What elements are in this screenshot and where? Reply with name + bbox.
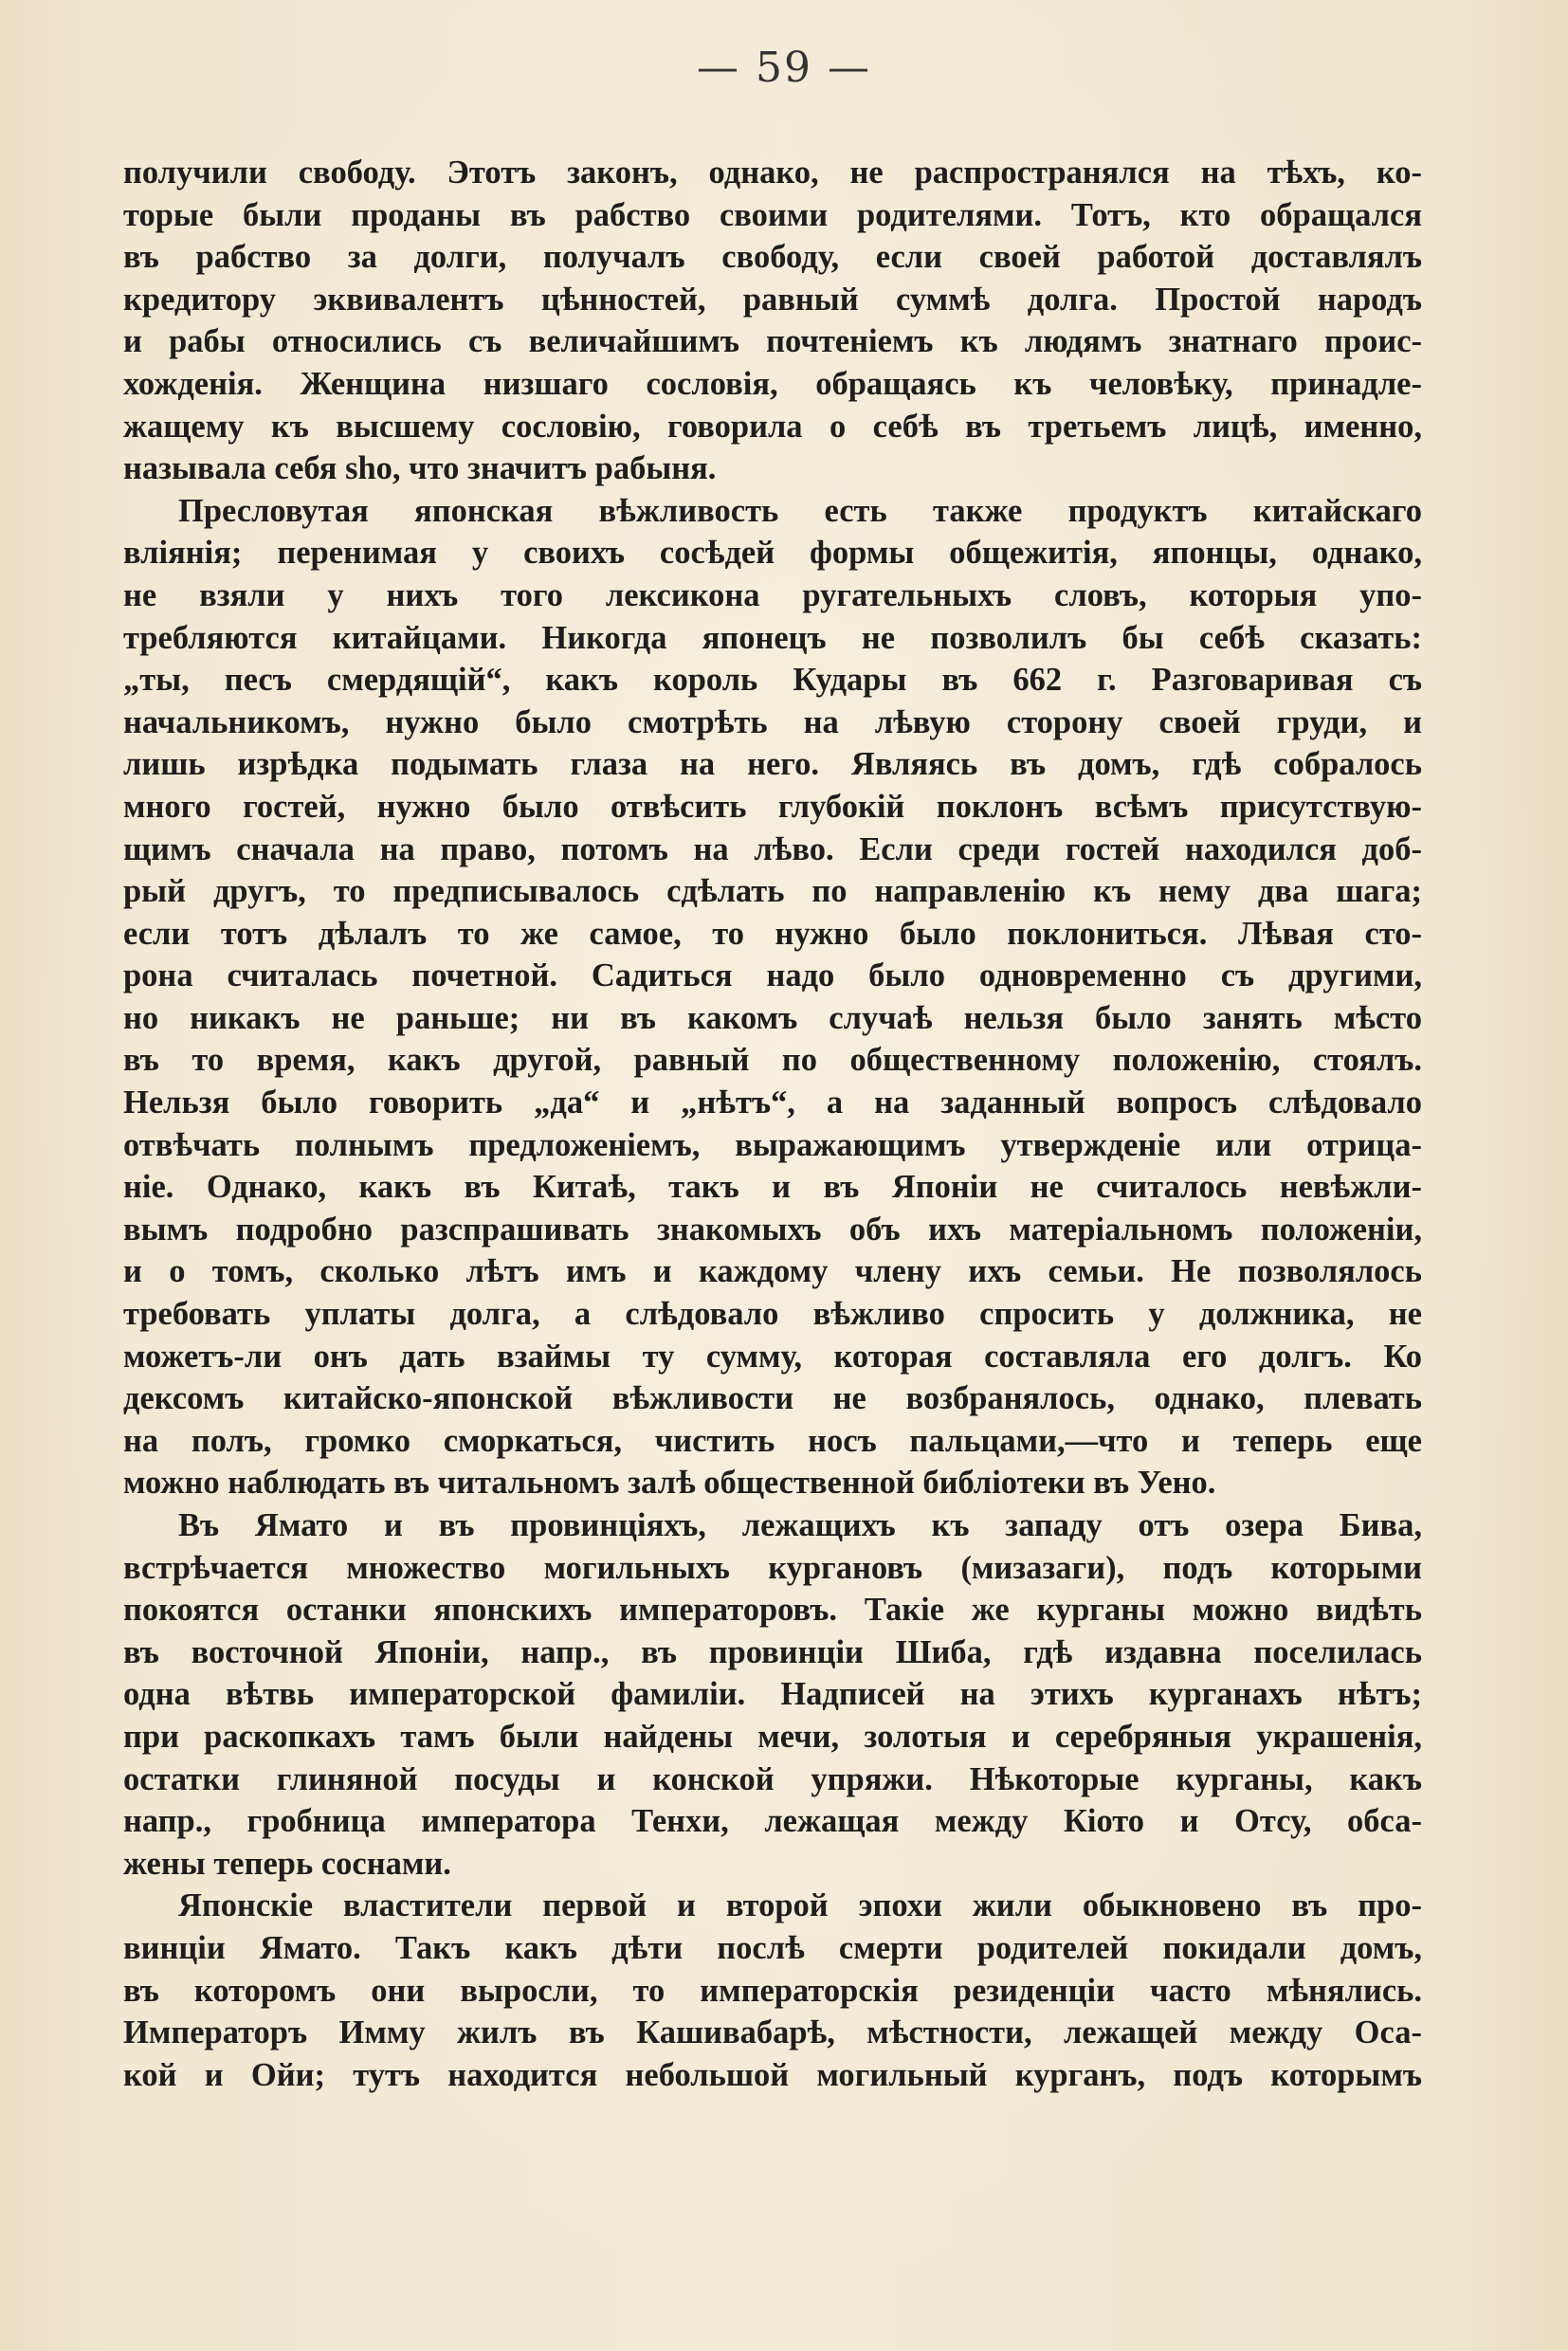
text-line: напр., гробница императора Тенхи, лежащая между Кiото и Отсу, обса- xyxy=(123,1803,1422,1840)
text-line: не взяли у нихъ того лексикона ругательныхъ словъ, которыя упо- xyxy=(123,576,1422,613)
text-line: если тотъ дѣлалъ то же самое, то нужно было поклониться. Лѣвая сто- xyxy=(123,915,1422,952)
text-line: „ты, песъ смердящiй“, какъ король Кудары въ 662 г. Разговаривая съ xyxy=(123,662,1422,699)
text-line: можно наблюдать въ читальномъ залѣ общественной библiотеки въ Уено. xyxy=(123,1465,1216,1502)
text-line: много гостей, нужно было отвѣсить глубокiй поклонъ всѣмъ присутствую- xyxy=(123,788,1422,825)
text-line: требляются китайцами. Никогда японецъ не позволилъ бы себѣ сказать: xyxy=(123,619,1422,656)
paragraph xyxy=(123,1504,1422,1885)
text-line: влiянiя; перенимая у своихъ сосѣдей формы общежитiя, японцы, однако, xyxy=(123,535,1422,572)
text-line: покоятся останки японскихъ императоровъ. Такiе же курганы можно видѣть xyxy=(123,1592,1422,1629)
text-line: Нельзя было говорить „да“ и „нѣтъ“, а на заданный вопросъ слѣдовало xyxy=(123,1084,1422,1121)
text-line: Въ Ямато и въ провинцiяхъ, лежащихъ къ западу отъ озера Бива, xyxy=(178,1507,1422,1543)
text-line: требовать уплаты долга, а слѣдовало вѣжливо спросить у должника, не xyxy=(123,1296,1422,1333)
text-line: одна вѣтвь императорской фамилiи. Надписей на этихъ курганахъ нѣтъ; xyxy=(123,1676,1422,1713)
text-line: хожденiя. Женщина низшаго сословiя, обращаясь къ человѣку, принадле- xyxy=(123,365,1422,402)
text-line: Японскiе властители первой и второй эпохи жили обыкновено въ про- xyxy=(178,1887,1422,1924)
text-line: кредитору эквивалентъ цѣнностей, равный суммѣ долга. Простой народъ xyxy=(123,281,1422,318)
text-line: винцiи Ямато. Такъ какъ дѣти послѣ смерти родителей покидали домъ, xyxy=(123,1929,1422,1966)
text-line: лишь изрѣдка подымать глаза на него. Являясь въ домъ, гдѣ собралось xyxy=(123,746,1422,783)
text-line: и о томъ, сколько лѣтъ имъ и каждому члену ихъ семьи. Не позволялось xyxy=(123,1253,1422,1290)
paragraph xyxy=(123,490,1422,1504)
text-line: можетъ-ли онъ дать взаймы ту сумму, которая составляла его долгъ. Ко xyxy=(123,1338,1422,1375)
text-line: щимъ сначала на право, потомъ на лѣво. Если среди гостей находился доб- xyxy=(123,830,1422,867)
text-line: начальникомъ, нужно было смотрѣть на лѣвую сторону своей груди, и xyxy=(123,703,1422,740)
page-number: — 59 — xyxy=(697,44,871,92)
text-line: получили свободу. Этотъ законъ, однако, не распространялся на тѣхъ, ко- xyxy=(123,155,1422,191)
text-line: кой и Ойи; тутъ находится небольшой могильный курганъ, подъ которымъ xyxy=(123,2056,1422,2093)
text-line: Пресловутая японская вѣжливость есть также продуктъ китайскаго xyxy=(178,492,1422,529)
text-line: но никакъ не раньше; ни въ какомъ случаѣ нельзя было занять мѣсто xyxy=(123,999,1422,1036)
paragraph xyxy=(123,1885,1422,2096)
text-line: на полъ, громко сморкаться, чистить носъ пальцами,—что и теперь еще xyxy=(123,1422,1422,1459)
text-line: рый другъ, то предписывалось сдѣлать по направленiю къ нему два шага; xyxy=(123,873,1422,910)
text-line: въ которомъ они выросли, то императорскiя резиденцiи часто мѣнялись. xyxy=(123,1972,1422,2009)
text-line: рона считалась почетной. Садиться надо было одновременно съ другими, xyxy=(123,957,1422,994)
text-line: въ восточной Японiи, напр., въ провинцiи Шиба, гдѣ издавна поселилась xyxy=(123,1633,1422,1670)
text-line: Императоръ Имму жилъ въ Кашивабарѣ, мѣстности, лежащей между Оса- xyxy=(123,2014,1422,2051)
text-line: вымъ подробно разспрашивать знакомыхъ объ ихъ матерiальномъ положенiи, xyxy=(123,1211,1422,1248)
text-line: жащему къ высшему сословiю, говорила о себѣ въ третьемъ лицѣ, именно, xyxy=(123,408,1422,445)
text-line: торые были проданы въ рабство своими родителями. Тотъ, кто обращался xyxy=(123,196,1422,233)
text-line: называла себя sho, что значитъ рабыня. xyxy=(123,450,717,487)
text-line: отвѣчать полнымъ предложенiемъ, выражающимъ утвержденiе или отрица- xyxy=(123,1126,1422,1163)
text-line: встрѣчается множество могильныхъ кургановъ (мизазаги), подъ которыми xyxy=(123,1549,1422,1586)
text-body xyxy=(123,152,1422,2096)
text-line: и рабы относились съ величайшимъ почтенiемъ къ людямъ знатнаго проис- xyxy=(123,323,1422,360)
text-line: въ то время, какъ другой, равный по общественному положенiю, стоялъ. xyxy=(123,1042,1422,1079)
text-line: при раскопкахъ тамъ были найдены мечи, золотыя и серебряныя украшенiя, xyxy=(123,1718,1422,1755)
text-line: жены теперь соснами. xyxy=(123,1845,451,1882)
text-line: остатки глиняной посуды и конской упряжи. Нѣкоторые курганы, какъ xyxy=(123,1760,1422,1797)
paragraph xyxy=(123,152,1422,490)
text-line: нiе. Однако, какъ въ Китаѣ, такъ и въ Японiи не считалось невѣжли- xyxy=(123,1169,1422,1206)
text-line: дексомъ китайско-японской вѣжливости не возбранялось, однако, плевать xyxy=(123,1380,1422,1417)
text-line: въ рабство за долги, получалъ свободу, если своей работой доставлялъ xyxy=(123,239,1422,276)
